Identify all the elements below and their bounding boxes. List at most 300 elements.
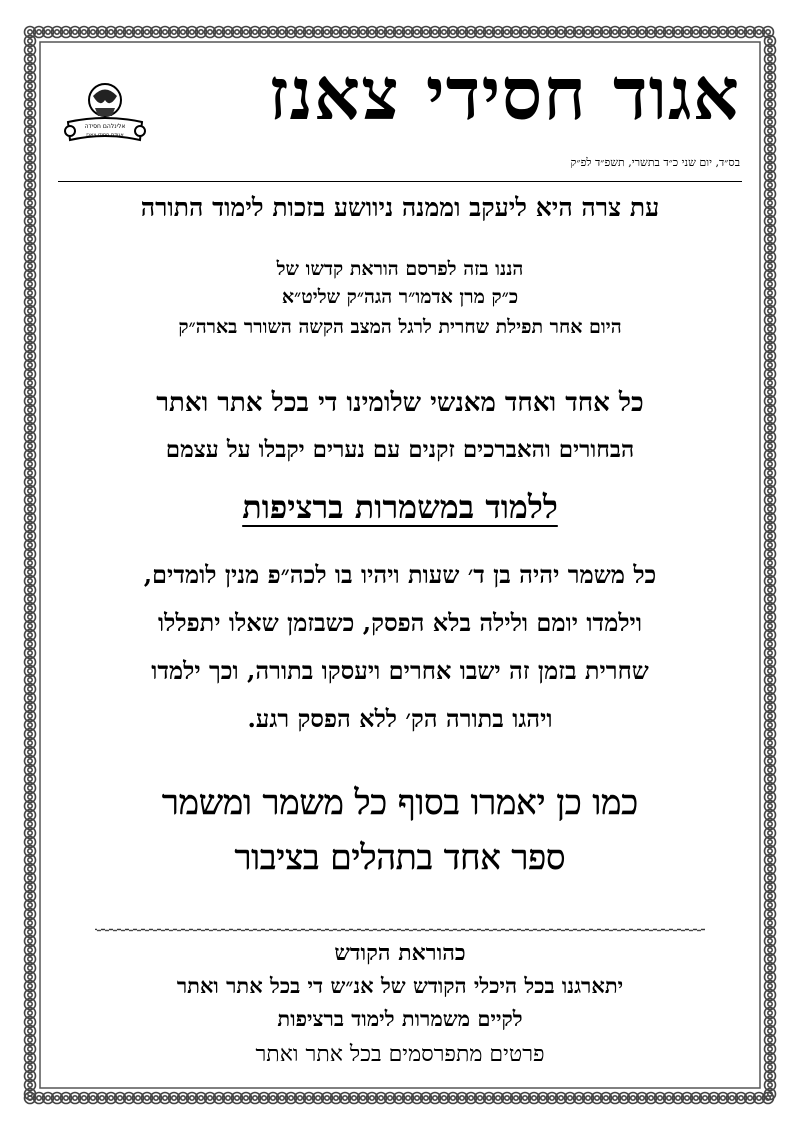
- border-ring-inner: [469, 30, 473, 34]
- border-ring-inner: [622, 1096, 626, 1100]
- border-ring-inner: [28, 525, 32, 529]
- border-ring-inner: [768, 165, 772, 169]
- border-ring-inner: [28, 660, 32, 664]
- border-ring-inner: [559, 1096, 563, 1100]
- border-ring-inner: [28, 192, 32, 196]
- border-ring-inner: [768, 993, 772, 997]
- border-ring-inner: [28, 462, 32, 466]
- border-ring-inner: [217, 30, 221, 34]
- border-ring-inner: [46, 1096, 50, 1100]
- border-ring-inner: [649, 1096, 653, 1100]
- border-ring-inner: [28, 165, 32, 169]
- border-ring-inner: [768, 930, 772, 934]
- border-ring-inner: [397, 1096, 401, 1100]
- border-ring-inner: [127, 1096, 131, 1100]
- border-ring-inner: [748, 1096, 752, 1100]
- border-ring-inner: [28, 930, 32, 934]
- border-ring-inner: [685, 1096, 689, 1100]
- border-ring-inner: [768, 777, 772, 781]
- border-ring-inner: [415, 30, 419, 34]
- border-ring-inner: [343, 1096, 347, 1100]
- border-ring-inner: [28, 210, 32, 214]
- border-ring-inner: [28, 138, 32, 142]
- border-ring-inner: [28, 75, 32, 79]
- border-ring-inner: [577, 30, 581, 34]
- border-ring-inner: [28, 678, 32, 682]
- border-ring-inner: [768, 417, 772, 421]
- border-ring-inner: [28, 552, 32, 556]
- border-ring-inner: [640, 1096, 644, 1100]
- border-ring-inner: [568, 30, 572, 34]
- border-ring-inner: [28, 984, 32, 988]
- border-ring-inner: [163, 30, 167, 34]
- border-ring-inner: [28, 669, 32, 673]
- border-ring-inner: [334, 30, 338, 34]
- tehillim-line-2: ספר אחד בתהלים בציבור: [234, 838, 566, 878]
- border-ring-inner: [768, 129, 772, 133]
- border-ring-inner: [730, 30, 734, 34]
- border-ring-inner: [154, 1096, 158, 1100]
- border-ring-inner: [172, 30, 176, 34]
- border-ring-inner: [768, 48, 772, 52]
- border-ring-inner: [28, 417, 32, 421]
- border-ring-inner: [28, 57, 32, 61]
- border-ring-inner: [28, 1092, 32, 1096]
- border-ring-inner: [768, 462, 772, 466]
- border-ring-inner: [496, 1096, 500, 1100]
- border-ring-inner: [667, 30, 671, 34]
- border-ring-inner: [586, 30, 590, 34]
- border-ring-inner: [28, 912, 32, 916]
- border-ring-inner: [768, 408, 772, 412]
- border-ring-inner: [28, 1020, 32, 1024]
- border-ring-inner: [768, 660, 772, 664]
- border-ring-inner: [28, 939, 32, 943]
- border-ring-inner: [768, 552, 772, 556]
- border-ring-inner: [28, 435, 32, 439]
- border-ring-inner: [768, 903, 772, 907]
- border-ring-inner: [28, 633, 32, 637]
- footer-line-1: יתארגנו בכל היכלי הקודש של אנ״ש די בכל אתר ואתר: [176, 973, 624, 998]
- border-ring-inner: [28, 309, 32, 313]
- border-ring-inner: [55, 1096, 59, 1100]
- border-ring-inner: [100, 30, 104, 34]
- border-ring-inner: [768, 1092, 772, 1096]
- page-title: אגוד חסידי צאנז: [268, 51, 740, 136]
- border-ring-inner: [768, 696, 772, 700]
- border-ring-inner: [118, 30, 122, 34]
- border-ring-inner: [28, 354, 32, 358]
- border-ring-inner: [28, 1038, 32, 1042]
- border-ring-inner: [28, 687, 32, 691]
- border-ring-inner: [289, 1096, 293, 1100]
- border-ring-inner: [768, 426, 772, 430]
- border-ring-inner: [768, 822, 772, 826]
- border-ring-inner: [28, 1074, 32, 1078]
- border-ring-inner: [622, 30, 626, 34]
- border-ring-inner: [604, 1096, 608, 1100]
- border-ring-inner: [768, 291, 772, 295]
- border-ring-inner: [768, 201, 772, 205]
- border-ring-inner: [487, 30, 491, 34]
- border-ring-inner: [316, 1096, 320, 1100]
- border-ring-inner: [28, 453, 32, 457]
- border-ring-inner: [28, 48, 32, 52]
- border-ring-inner: [768, 336, 772, 340]
- border-ring-inner: [28, 219, 32, 223]
- border-ring-inner: [768, 786, 772, 790]
- border-ring-inner: [37, 1096, 41, 1100]
- border-ring-inner: [28, 66, 32, 70]
- border-ring-inner: [316, 30, 320, 34]
- border-ring-inner: [28, 570, 32, 574]
- border-ring-inner: [433, 1096, 437, 1100]
- border-ring-inner: [514, 30, 518, 34]
- border-ring-inner: [370, 30, 374, 34]
- border-ring-inner: [28, 201, 32, 205]
- border-ring-inner: [28, 246, 32, 250]
- headline: עת צרה היא ליעקב וממנה ניוושע בזכות לימוד התורה: [140, 193, 660, 222]
- border-ring-inner: [82, 1096, 86, 1100]
- border-ring-inner: [163, 1096, 167, 1100]
- border-ring-inner: [559, 30, 563, 34]
- border-ring-inner: [406, 1096, 410, 1100]
- border-ring-inner: [768, 966, 772, 970]
- border-ring-inner: [28, 39, 32, 43]
- border-ring-inner: [91, 30, 95, 34]
- border-ring-inner: [145, 1096, 149, 1100]
- border-ring-inner: [28, 30, 32, 34]
- border-ring-inner: [768, 615, 772, 619]
- border-ring-inner: [768, 768, 772, 772]
- border-ring-inner: [768, 120, 772, 124]
- border-ring-inner: [424, 30, 428, 34]
- border-ring-inner: [379, 30, 383, 34]
- border-ring-inner: [199, 30, 203, 34]
- border-ring-inner: [28, 624, 32, 628]
- border-ring-inner: [768, 714, 772, 718]
- border-ring-inner: [631, 30, 635, 34]
- border-ring-inner: [100, 1096, 104, 1100]
- border-ring-inner: [253, 1096, 257, 1100]
- border-ring-inner: [28, 102, 32, 106]
- border-ring-inner: [478, 1096, 482, 1100]
- border-ring-inner: [145, 30, 149, 34]
- border-ring-inner: [730, 1096, 734, 1100]
- border-ring-inner: [325, 30, 329, 34]
- border-ring-inner: [28, 786, 32, 790]
- border-ring-inner: [768, 489, 772, 493]
- border-ring-inner: [768, 237, 772, 241]
- border-ring-inner: [28, 777, 32, 781]
- border-ring-inner: [577, 1096, 581, 1100]
- border-ring-inner: [235, 1096, 239, 1100]
- border-ring-inner: [136, 1096, 140, 1100]
- border-ring-inner: [235, 30, 239, 34]
- border-ring-inner: [768, 1047, 772, 1051]
- border-ring-inner: [768, 444, 772, 448]
- border-ring-inner: [676, 1096, 680, 1100]
- border-ring-inner: [37, 30, 41, 34]
- border-ring-inner: [28, 858, 32, 862]
- border-ring-inner: [28, 966, 32, 970]
- border-ring-inner: [676, 30, 680, 34]
- border-ring-inner: [28, 705, 32, 709]
- border-ring-inner: [217, 1096, 221, 1100]
- border-ring-inner: [768, 327, 772, 331]
- border-ring-inner: [768, 867, 772, 871]
- border-ring-inner: [768, 732, 772, 736]
- border-ring-inner: [199, 1096, 203, 1100]
- border-ring-inner: [352, 1096, 356, 1100]
- border-ring-inner: [226, 1096, 230, 1100]
- border-ring-inner: [768, 39, 772, 43]
- border-ring-inner: [28, 849, 32, 853]
- border-ring-inner: [361, 30, 365, 34]
- border-ring-inner: [28, 840, 32, 844]
- border-ring-inner: [64, 30, 68, 34]
- border-ring-inner: [28, 390, 32, 394]
- border-ring-inner: [604, 30, 608, 34]
- wavy-divider: [95, 928, 705, 932]
- body-line-1: כל משמר יהיה בן ד׳ שעות ויהיו בו לכה״פ מנין לומדים,: [143, 560, 657, 589]
- border-ring-inner: [768, 588, 772, 592]
- border-ring-inner: [768, 156, 772, 160]
- border-ring-inner: [28, 147, 32, 151]
- border-ring-inner: [768, 1065, 772, 1069]
- border-ring-inner: [28, 363, 32, 367]
- border-ring-inner: [768, 579, 772, 583]
- border-ring-inner: [586, 1096, 590, 1100]
- border-ring-inner: [757, 1096, 761, 1100]
- border-ring-inner: [768, 516, 772, 520]
- border-ring-inner: [28, 975, 32, 979]
- border-ring-inner: [28, 921, 32, 925]
- border-ring-inner: [397, 30, 401, 34]
- border-ring-inner: [253, 30, 257, 34]
- border-ring-inner: [406, 30, 410, 34]
- intro-line-3: היום אחר תפילת שחרית לרגל המצב הקשה השורר בארה״ק: [178, 316, 622, 338]
- border-ring-inner: [667, 1096, 671, 1100]
- border-ring-inner: [127, 30, 131, 34]
- border-ring-inner: [28, 1056, 32, 1060]
- border-ring-inner: [768, 759, 772, 763]
- border-ring-inner: [768, 1020, 772, 1024]
- border-ring-inner: [768, 435, 772, 439]
- border-ring-inner: [768, 813, 772, 817]
- border-ring-inner: [460, 1096, 464, 1100]
- border-ring-inner: [768, 471, 772, 475]
- border-ring-inner: [28, 399, 32, 403]
- border-ring-inner: [28, 498, 32, 502]
- border-ring-inner: [28, 768, 32, 772]
- border-ring-inner: [109, 1096, 113, 1100]
- border-ring-inner: [343, 30, 347, 34]
- border-ring-inner: [28, 642, 32, 646]
- intro-line-2: כ״ק מרן אדמו״ר הגה״ק שליט״א: [281, 286, 519, 308]
- intro-line-1: הננו בזה לפרסם הוראת קדשו של: [276, 258, 524, 280]
- border-ring-inner: [768, 66, 772, 70]
- border-ring-inner: [55, 30, 59, 34]
- border-ring-inner: [658, 1096, 662, 1100]
- border-ring-inner: [768, 669, 772, 673]
- border-ring-inner: [28, 120, 32, 124]
- border-ring-inner: [768, 93, 772, 97]
- border-ring-inner: [550, 1096, 554, 1100]
- border-ring-inner: [768, 282, 772, 286]
- border-ring-inner: [361, 1096, 365, 1100]
- border-ring-inner: [768, 75, 772, 79]
- border-ring-inner: [532, 30, 536, 34]
- border-ring-inner: [768, 894, 772, 898]
- border-ring-inner: [768, 210, 772, 214]
- border-ring-inner: [595, 30, 599, 34]
- border-ring-inner: [262, 1096, 266, 1100]
- border-ring-inner: [82, 30, 86, 34]
- border-ring-inner: [658, 30, 662, 34]
- border-ring-inner: [280, 30, 284, 34]
- border-ring-inner: [28, 714, 32, 718]
- border-ring-inner: [28, 444, 32, 448]
- border-ring-inner: [28, 480, 32, 484]
- border-ring-inner: [388, 1096, 392, 1100]
- border-ring-inner: [28, 867, 32, 871]
- border-ring-inner: [768, 741, 772, 745]
- border-ring-inner: [28, 264, 32, 268]
- border-ring-inner: [768, 390, 772, 394]
- border-ring-inner: [768, 192, 772, 196]
- border-ring-inner: [28, 813, 32, 817]
- border-ring-inner: [748, 30, 752, 34]
- border-ring-inner: [766, 30, 770, 34]
- border-ring-inner: [685, 30, 689, 34]
- border-ring-inner: [28, 93, 32, 97]
- notice-content: [50, 48, 750, 1078]
- border-ring-inner: [768, 831, 772, 835]
- border-ring-inner: [541, 30, 545, 34]
- border-ring-inner: [73, 1096, 77, 1100]
- border-ring-inner: [768, 534, 772, 538]
- border-ring-inner: [28, 273, 32, 277]
- organization-emblem-icon: [60, 78, 150, 158]
- border-ring-inner: [136, 30, 140, 34]
- border-ring-inner: [694, 30, 698, 34]
- border-ring-inner: [433, 30, 437, 34]
- border-ring-inner: [208, 30, 212, 34]
- tehillim-line-1: כמו כן יאמרו בסוף כל משמר ומשמר: [162, 783, 638, 823]
- border-ring-inner: [768, 705, 772, 709]
- border-ring-inner: [271, 30, 275, 34]
- border-ring-inner: [541, 1096, 545, 1100]
- border-ring-inner: [190, 1096, 194, 1100]
- border-ring-inner: [28, 696, 32, 700]
- border-ring-inner: [307, 1096, 311, 1100]
- border-ring-inner: [28, 534, 32, 538]
- border-ring-inner: [298, 1096, 302, 1100]
- border-ring-inner: [28, 318, 32, 322]
- border-ring-inner: [768, 921, 772, 925]
- border-ring-inner: [28, 723, 32, 727]
- border-ring-inner: [28, 183, 32, 187]
- border-ring-inner: [28, 516, 32, 520]
- border-ring-inner: [28, 228, 32, 232]
- border-ring-inner: [352, 30, 356, 34]
- border-ring-inner: [28, 903, 32, 907]
- border-ring-inner: [334, 1096, 338, 1100]
- border-ring-inner: [768, 228, 772, 232]
- border-ring-inner: [28, 822, 32, 826]
- call-line-1: כל אחד ואחד מאנשי שלומינו די בכל אתר ואתר: [156, 388, 644, 418]
- border-ring-inner: [469, 1096, 473, 1100]
- border-ring-inner: [190, 30, 194, 34]
- footer-line-3: פרטים מתפרסמים בכל אתר ואתר: [255, 1042, 545, 1067]
- footer-line-2: לקיים משמרות לימוד ברציפות: [277, 1006, 523, 1031]
- border-ring-inner: [28, 327, 32, 331]
- border-ring-inner: [28, 885, 32, 889]
- border-ring-inner: [244, 30, 248, 34]
- border-ring-inner: [181, 30, 185, 34]
- border-ring-inner: [28, 993, 32, 997]
- border-ring-inner: [768, 948, 772, 952]
- border-ring-inner: [91, 1096, 95, 1100]
- border-ring-inner: [768, 372, 772, 376]
- border-ring-inner: [768, 858, 772, 862]
- border-ring-inner: [768, 633, 772, 637]
- border-ring-inner: [28, 759, 32, 763]
- border-ring-inner: [768, 363, 772, 367]
- border-ring-inner: [550, 30, 554, 34]
- body-line-3: שחרית בזמן זה ישבו אחרים ויעסקו בתורה, וכך ילמדו: [151, 656, 649, 685]
- border-ring-inner: [244, 1096, 248, 1100]
- border-ring-inner: [28, 255, 32, 259]
- border-ring-inner: [739, 30, 743, 34]
- border-ring-inner: [460, 30, 464, 34]
- border-ring-inner: [415, 1096, 419, 1100]
- border-ring-inner: [496, 30, 500, 34]
- border-ring-inner: [28, 129, 32, 133]
- border-ring-inner: [28, 426, 32, 430]
- border-ring-inner: [298, 30, 302, 34]
- border-ring-inner: [523, 30, 527, 34]
- border-ring-inner: [154, 30, 158, 34]
- border-ring-inner: [768, 246, 772, 250]
- border-ring-inner: [226, 30, 230, 34]
- border-ring-inner: [768, 183, 772, 187]
- border-ring-inner: [28, 651, 32, 655]
- border-ring-inner: [28, 489, 32, 493]
- border-ring-inner: [28, 876, 32, 880]
- border-ring-inner: [768, 840, 772, 844]
- logo-text-2: אגודת חסידי צאנז: [86, 132, 124, 138]
- border-ring-inner: [768, 957, 772, 961]
- border-ring-inner: [703, 30, 707, 34]
- border-ring-inner: [768, 642, 772, 646]
- border-ring-inner: [73, 30, 77, 34]
- footer-heading: כהוראת הקודש: [334, 940, 466, 966]
- border-ring-inner: [424, 1096, 428, 1100]
- border-ring-inner: [768, 1002, 772, 1006]
- border-ring-inner: [768, 939, 772, 943]
- border-ring-inner: [28, 741, 32, 745]
- border-ring-inner: [768, 597, 772, 601]
- border-ring-inner: [768, 318, 772, 322]
- border-ring-inner: [768, 678, 772, 682]
- border-ring-inner: [768, 606, 772, 610]
- border-ring-inner: [28, 543, 32, 547]
- border-ring-inner: [28, 1083, 32, 1087]
- border-ring-inner: [514, 1096, 518, 1100]
- border-ring-inner: [28, 1029, 32, 1033]
